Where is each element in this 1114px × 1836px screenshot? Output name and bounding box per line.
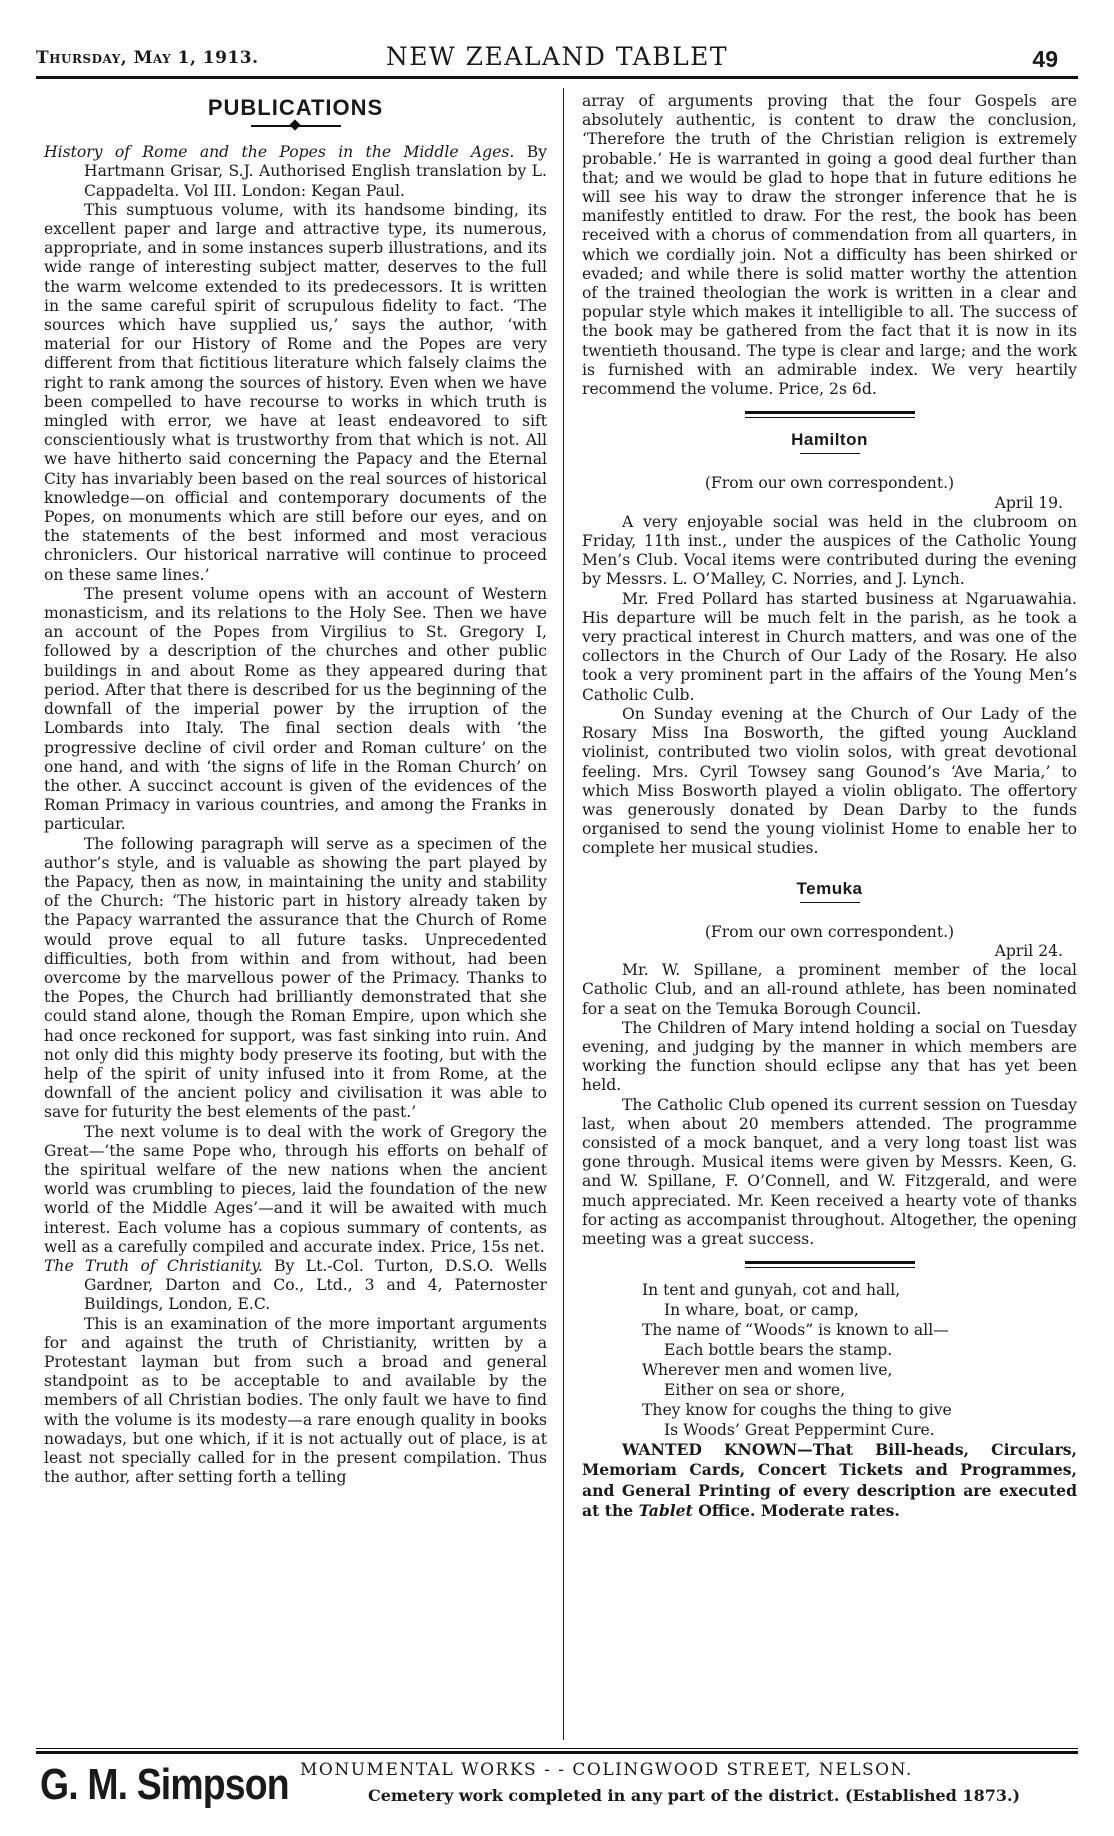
diamond-ornament-icon bbox=[289, 120, 300, 131]
hamilton-paragraph: On Sunday evening at the Church of Our Lady of the Rosary Miss Ina Bosworth, the gifted young Auckland violinist, contributed two violin solos, with great devotional feeling. Mrs. Cyril Towsey sang Gounod’s ‘Ave Maria,’ to which Miss Bosworth played a violin obligato. The offertory was generously donated by Dean Darby to the funds organised to send the young violinist Home to enable her to complete her musical studies. bbox=[582, 704, 1077, 858]
masthead-title: NEW ZEALAND TABLET bbox=[385, 42, 729, 71]
review1-paragraph: The next volume is to deal with the work of Gregory the Great—‘the same Pope who, through his efforts on behalf of the spiritual welfare of the new nations when the ancient world was crumbling to pieces, laid the foundation of the new world of the Middle Ages’—and it will be awaited with much interest. Each volume has a copious summary of contents, as well as a carefully compiled and accurate index. Price, 15s net. bbox=[44, 1122, 547, 1256]
heading-underline bbox=[800, 902, 860, 903]
review1-book-details: By Hartmann Grisar, S.J. Authorised English translation by L. Cappadelta. Vol III. London: Kegan Paul. bbox=[84, 143, 547, 200]
review1-citation bbox=[44, 143, 547, 201]
poem-line: In tent and gunyah, cot and hall, bbox=[642, 1281, 901, 1300]
review1-paragraph: The following paragraph will serve as a specimen of the author’s style, and is valuable as showing the part played by the Papacy, then as now, in maintaining the unity and stability of the Church: ‘The historic part in history already taken by the Papacy warranted the assurance that the Church of Rome would prove equal to all future tasks. Unprecedented difficulties, both from within and from without, had been overcome by the marvellous power of the Primacy. Thanks to the Popes, the Church had brilliantly demonstrated that she could stand alone, though the Roman Empire, upon which she had once reckoned for support, was fast sinking into ruin. And not only did this mighty body preserve its footing, but with the help of the spirit of unity infused into it from Rome, at the downfall of the ancient policy and civilisation it was able to save for futurity the best elements of the past.’ bbox=[44, 834, 547, 1122]
wanted-tablet-italic: Tablet bbox=[638, 1500, 693, 1520]
temuka-paragraph: The Catholic Club opened its current session on Tuesday last, when about 20 members attended. The programme consisted of a mock banquet, and a very long toast list was gone through. Musical items were given by Messrs. Keen, G. and W. Spillane, F. O’Connell, and W. Fitzgerald, and were much appreciated. Mr. Keen received a hearty vote of thanks for acting as accompanist throughout. Altogether, the opening meeting was a great success. bbox=[582, 1095, 1077, 1248]
advertiser-tagline: Cemetery work completed in any part of the district. (Established 1873.) bbox=[368, 1786, 1021, 1805]
issue-date: Thursday, May 1, 1913. bbox=[36, 48, 259, 68]
review2-book-title: The Truth of Christianity. bbox=[44, 1256, 263, 1275]
section-rule bbox=[745, 1261, 915, 1268]
review2-citation bbox=[44, 1257, 547, 1315]
review1-paragraph: This sumptuous volume, with its handsome binding, its excellent paper and large and attractive type, its numerous, appropriate, and in some instances superb illustrations, and its wide range of interesting subject matter, deserves to the full the warm welcome extended to its predecessors. It is written in the same careful spirit of scrupulous fidelity to fact. ‘The sources which have supplied us,’ says the author, ‘with material for our History of Rome and the Popes are very different from that fictitious literature which falsely claims the right to rank among the sources of history. Even when we have been compelled to have recourse to works in which truth is mingled with error, we have at least endeavored to sift conscientiously what is trustworthy from that which is not. All we have hitherto said concerning the Papacy and the Eternal City has invariably been based on the real sources of historical knowledge—on official and contemporary documents of the Popes, on monuments which are still before our eyes, and on the statements of the best informed and most veracious chroniclers. Our historical narrative will continue to proceed on these same lines.’ bbox=[44, 200, 547, 584]
wanted-known-notice bbox=[582, 1440, 1077, 1521]
temuka-heading: Temuka bbox=[796, 878, 863, 898]
poem-line: In whare, boat, or camp, bbox=[664, 1301, 859, 1320]
hamilton-correspondent: (From our own correspondent.) bbox=[704, 474, 955, 493]
poem-line: The name of “Woods” is known to all— bbox=[642, 1321, 949, 1340]
review2-book-details: By Lt.-Col. Turton, D.S.O. Wells Gardner, Darton and Co., Ltd., 3 and 4, Paternoster Buildings, London, E.C. bbox=[84, 1256, 547, 1314]
poem-line: Each bottle bears the stamp. bbox=[664, 1341, 893, 1360]
wanted-text-end: Office. Moderate rates. bbox=[692, 1500, 900, 1520]
page-number: 49 bbox=[1032, 46, 1058, 72]
advertiser-name: G. M. Simpson bbox=[40, 1760, 289, 1809]
hamilton-paragraph: A very enjoyable social was held in the clubroom on Friday, 11th inst., under the auspices of the Catholic Young Men’s Club. Vocal items were contributed during the evening by Messrs. L. O’Malley, C. Norries, and J. Lynch. bbox=[582, 512, 1077, 589]
page-header bbox=[36, 38, 1078, 74]
poem-line: Either on sea or shore, bbox=[664, 1381, 846, 1400]
temuka-paragraph: Mr. W. Spillane, a prominent member of the local Catholic Club, and an all-round athlete, has been nominated for a seat on the Temuka Borough Council. bbox=[582, 961, 1077, 1018]
poem-line: They know for coughs the thing to give bbox=[642, 1401, 952, 1420]
hamilton-heading: Hamilton bbox=[791, 430, 868, 450]
hamilton-dateline: April 19. bbox=[994, 493, 1063, 512]
publications-heading: PUBLICATIONS bbox=[207, 95, 384, 120]
review2-paragraph-left: This is an examination of the more important arguments for and against the truth of Christianity, written by a Protestant layman but from such a broad and general standpoint as to be acceptable to and available by the members of all Christian bodies. The only fault we have to find with the volume is its modesty—a rare enough quality in books nowadays, but one which, if it is not actually out of place, is at least not specially called for in the present compilation. Thus the author, after setting forth a telling bbox=[44, 1314, 547, 1487]
woods-advert-poem bbox=[642, 1280, 1077, 1440]
right-column bbox=[582, 92, 1077, 1521]
section-rule bbox=[745, 411, 915, 418]
review1-book-title: History of Rome and the Popes in the Middle Ages. bbox=[44, 143, 515, 162]
temuka-paragraph: The Children of Mary intend holding a social on Tuesday evening, and judging by the manner in which members are working the function should eclipse any that has yet been held. bbox=[582, 1018, 1077, 1095]
review1-paragraph: The present volume opens with an account of Western monasticism, and its relations to the Holy See. Then we have an account of the Popes from Virgilius to St. Gregory I, followed by a description of the churches and other public buildings in and about Rome as they appeared during that period. After that there is described for us the beginning of the downfall of the imperial power by the irruption of the Lombards into Italy. The final section deals with ‘the progressive decline of civil order and Roman culture’ on the one hand, and with ‘the signs of life in the Roman Church’ on the other. A succinct account is given of the evidences of the Roman Primacy in various countries, and among the Franks in particular. bbox=[44, 584, 547, 834]
column-divider bbox=[563, 88, 564, 1740]
temuka-dateline: April 24. bbox=[994, 941, 1063, 960]
review2-paragraph-continued: array of arguments proving that the four Gospels are absolutely authentic, is content to draw the conclusion, ‘Therefore the truth of the Christian religion is extremely probable.’ He is warranted in going a good deal further than that; and we would be glad to hope that in future editions he will see his way to draw the stronger inference that he is manifestly entitled to draw. For the rest, the book has been received with a chorus of commendation from all quarters, in which we cordially join. Not a difficulty has been shirked or evaded; and while there is solid matter worthy the attention of the trained theologian the work is written in a clear and popular style which makes it intelligible to all. The success of the book may be gathered from the fact that it is now in its twentieth thousand. The type is clear and large; and the work is furnished with an admirable index. We very heartily recommend the volume. Price, 2s 6d. bbox=[582, 92, 1077, 399]
poem-line: Is Woods’ Great Peppermint Cure. bbox=[664, 1421, 935, 1440]
wanted-text: WANTED KNOWN—That Bill-heads, Circulars, Memoriam Cards, Concert Tickets and Programmes, and General Printing of every description are executed at the bbox=[582, 1440, 1077, 1520]
footer-rule bbox=[36, 1748, 1078, 1754]
left-column bbox=[44, 92, 547, 1487]
ornament-divider bbox=[251, 121, 341, 131]
advertiser-address: MONUMENTAL WORKS - - COLINGWOOD STREET, NELSON. bbox=[300, 1760, 913, 1780]
heading-underline bbox=[800, 453, 860, 454]
temuka-correspondent: (From our own correspondent.) bbox=[704, 922, 955, 941]
header-rule bbox=[36, 76, 1078, 79]
poem-line: Wherever men and women live, bbox=[642, 1361, 893, 1380]
hamilton-paragraph: Mr. Fred Pollard has started business at Ngaruawahia. His departure will be much felt in the parish, as he took a very practical interest in Church matters, and was one of the collectors in the Church of Our Lady of the Rosary. He also took a very prominent part in the affairs of the Young Men’s Catholic Culb. bbox=[582, 589, 1077, 704]
